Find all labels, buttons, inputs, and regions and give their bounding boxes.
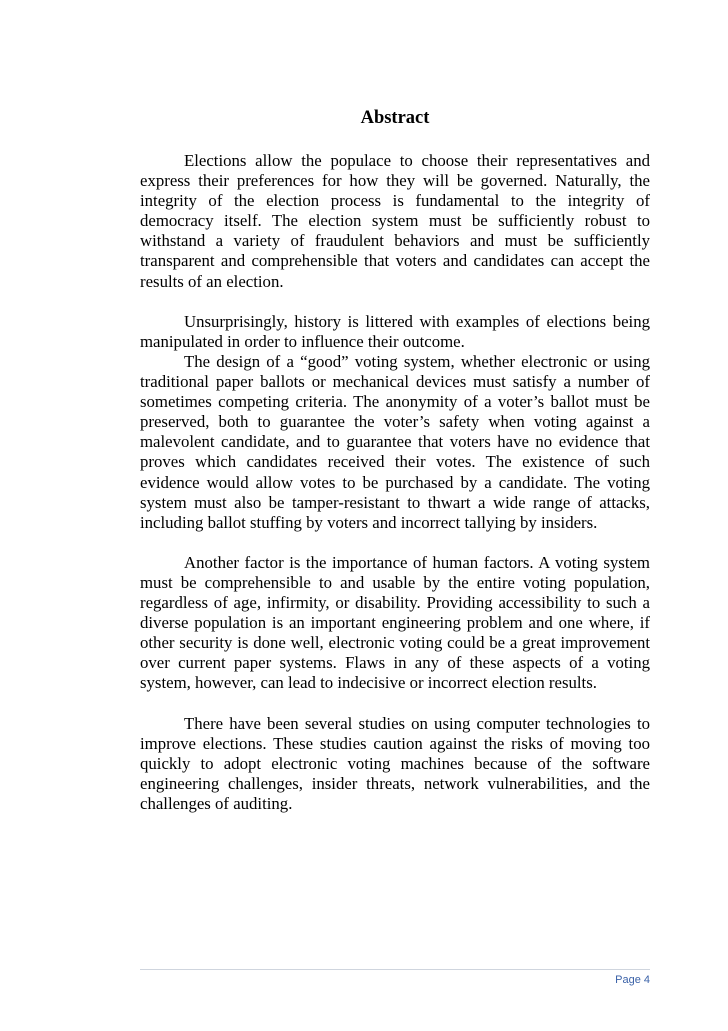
paragraph-4: Another factor is the importance of human factors. A voting system must be comprehensible to and usable by the entire voting population, regardless of age, infirmity, or disability. Providing accessibility to such a diverse population is an important engineering problem and one where, if other security is done well, electronic voting could be a great improvement over current paper systems. Flaws in any of these aspects of a voting system, however, can lead to indecisive or incorrect election results. [140, 552, 650, 693]
abstract-body [140, 151, 650, 814]
paragraph-1: Elections allow the populace to choose their representatives and express their preferences for how they will be governed. Naturally, the integrity of the election process is fundamental to the integrity of democracy itself. The election system must be sufficiently robust to withstand a variety of fraudulent behaviors and must be sufficiently transparent and comprehensible that voters and candidates can accept the results of an election. [140, 151, 650, 291]
paragraph-5: There have been several studies on using computer technologies to improve elections. These studies caution against the risks of moving too quickly to adopt electronic voting machines because of the software engineering challenges, insider threats, network vulnerabilities, and the challenges of auditing. [140, 713, 650, 813]
footer-divider [140, 969, 650, 970]
paragraph-3: The design of a “good” voting system, whether electronic or using traditional paper ballots or mechanical devices must satisfy a number of sometimes competing criteria. The anonymity of a voter’s ballot must be preserved, both to guarantee the voter’s safety when voting against a malevolent candidate, and to guarantee that voters have no evidence that proves which candidates received their votes. The existence of such evidence would allow votes to be purchased by a candidate. The voting system must also be tamper-resistant to thwart a wide range of attacks, including ballot stuffing by voters and incorrect tallying by insiders. [140, 351, 650, 532]
page-number: Page 4 [615, 974, 650, 986]
paragraph-2: Unsurprisingly, history is littered with examples of elections being manipulated in order to influence their outcome. [140, 311, 650, 351]
page-title: Abstract [360, 108, 430, 128]
